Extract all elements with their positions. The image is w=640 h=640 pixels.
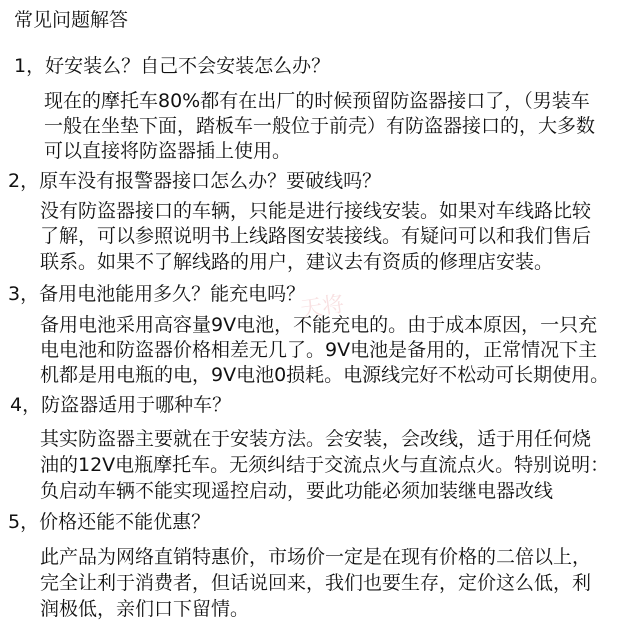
faq-answer-1-line-1: 现在的摩托车80%都有在出厂的时候预留防盗器接口了，（男装车 (44, 90, 590, 112)
faq-answer-3-line-1: 备用电池采用高容量9V电池，不能充电的。由于成本原因，一只充 (40, 314, 598, 336)
page-title: 常见问题解答 (14, 9, 129, 31)
faq-answer-2-line-1: 没有防盗器接口的车辆，只能是进行接线安装。如果对车线路比较 (40, 200, 592, 222)
faq-question-1: 1，好安装么？自己不会安装怎么办？ (14, 55, 331, 77)
faq-question-3: 3，备用电池能用多久？能充电吗？ (8, 283, 306, 305)
faq-answer-4-line-2: 油的12V电瓶摩托车。无须纠结于交流点火与直流点火。特别说明： (40, 454, 610, 476)
faq-answer-1-line-3: 可以直接将防盗器插上使用。 (44, 140, 292, 162)
faq-question-5: 5，价格还能不能优惠？ (8, 511, 211, 533)
watermark: 天将 (298, 292, 346, 323)
faq-answer-2-line-2: 了解，可以参照说明书上线路图安装接线。有疑问可以和我们售后 (40, 225, 592, 247)
faq-answer-5-line-3: 润极低，亲们口下留情。 (40, 598, 250, 620)
faq-answer-1-line-2: 一般在坐垫下面，踏板车一般位于前壳）有防盗器接口的，大多数 (44, 115, 596, 137)
faq-answer-3-line-2: 电电池和防盗器价格相差无几了。9V电池是备用的，正常情况下主 (40, 339, 598, 361)
faq-answer-4-line-1: 其实防盗器主要就在于安装方法。会安装，会改线，适于用任何烧 (40, 428, 592, 450)
faq-question-4: 4，防盗器适用于哪种车？ (10, 394, 232, 416)
faq-answer-3-line-3: 机都是用电瓶的电，9V电池0损耗。电源线完好不松动可长期使用。 (40, 364, 610, 386)
faq-question-2: 2，原车没有报警器接口怎么办？要破线吗？ (8, 170, 382, 192)
faq-answer-4-line-3: 负启动车辆不能实现遥控启动，要此功能必须加装继电器改线 (40, 480, 554, 502)
faq-answer-5-line-2: 完全让利于消费者，但话说回来，我们也要生存，定价这么低，利 (40, 572, 592, 594)
faq-answer-2-line-3: 联系。如果不了解线路的用户，建议去有资质的修理店安装。 (40, 251, 554, 273)
faq-answer-5-line-1: 此产品为网络直销特惠价，市场价一定是在现有价格的二倍以上， (40, 546, 592, 568)
